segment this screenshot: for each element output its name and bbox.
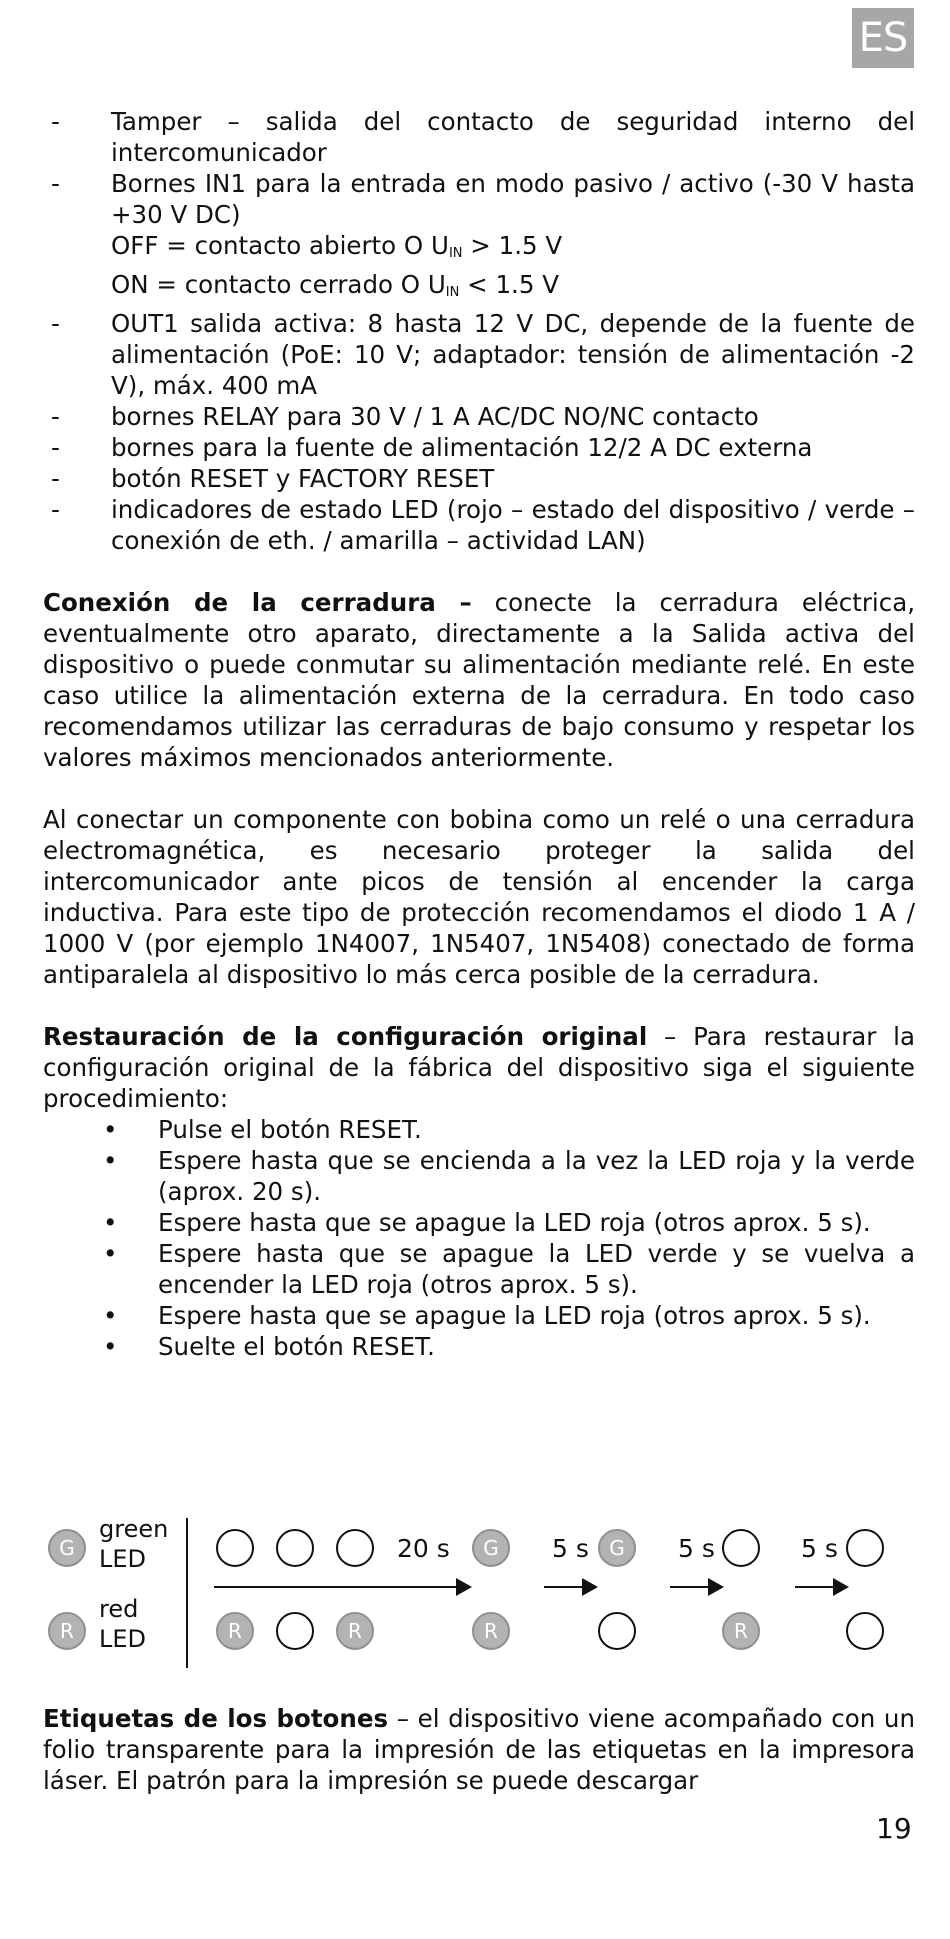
green-led-off-icon — [336, 1529, 374, 1567]
restore-steps-list — [43, 1114, 915, 1362]
list-item — [43, 106, 915, 168]
list-item — [43, 1145, 915, 1207]
bullet-marker: • — [103, 1332, 118, 1361]
interval-label: 5 s — [801, 1534, 838, 1563]
list-item-text: Pulse el botón RESET. — [158, 1115, 422, 1144]
green-led-off-icon — [722, 1529, 760, 1567]
list-item — [43, 1114, 915, 1145]
list-item-text: Espere hasta que se encienda a la vez la LED roja y la verde (aprox. 20 s). — [158, 1146, 915, 1206]
list-item-text: Tamper – salida del contacto de seguridad interno del intercomunicador — [111, 107, 915, 167]
bullet-marker: • — [103, 1146, 118, 1175]
red-led-legend-icon: R — [48, 1612, 86, 1650]
list-item-text: bornes RELAY para 30 V / 1 A AC/DC NO/NC contacto — [111, 402, 759, 431]
lock-connection-title: Conexión de la cerradura – — [43, 588, 472, 617]
green-led-off-icon — [846, 1529, 884, 1567]
list-item — [43, 494, 915, 556]
button-labels-title: Etiquetas de los botones — [43, 1704, 389, 1733]
list-item — [43, 1300, 915, 1331]
list-item-text: Espere hasta que se apague la LED verde y se vuelva a encender la LED roja (otros aprox. 5 s). — [158, 1239, 915, 1299]
list-item-text: Bornes IN1 para la entrada en modo pasivo / activo (-30 V hasta +30 V DC) — [111, 169, 915, 229]
green-led-off-icon — [276, 1529, 314, 1567]
page-number: 19 — [876, 1812, 912, 1845]
list-item-text: bornes para la fuente de alimentación 12/2 A DC externa — [111, 433, 813, 462]
arrow-icon — [544, 1586, 596, 1588]
list-item-text: Espere hasta que se apague la LED roja (otros aprox. 5 s). — [158, 1301, 871, 1330]
red-led-off-icon — [276, 1612, 314, 1650]
language-badge: ES — [852, 8, 914, 68]
red-led-off-icon — [598, 1612, 636, 1650]
list-marker: - — [51, 402, 60, 431]
list-marker: - — [51, 107, 60, 136]
red-led-on-icon: R — [472, 1612, 510, 1650]
list-marker: - — [51, 309, 60, 338]
list-item — [43, 308, 915, 401]
list-item — [43, 432, 915, 463]
red-led-on-icon: R — [336, 1612, 374, 1650]
off-state-line: OFF = contacto abierto O $U_{IN} > 1.5$ V — [111, 231, 563, 261]
page-content — [43, 106, 915, 1362]
legend-divider — [186, 1518, 188, 1668]
bullet-marker: • — [103, 1115, 118, 1144]
green-led-label: green LED — [99, 1515, 169, 1573]
interval-label: 5 s — [552, 1534, 589, 1563]
list-item — [43, 463, 915, 494]
red-led-off-icon — [846, 1612, 884, 1650]
button-labels-body: – el dispositivo viene acompañado con un folio transparente para la impresión de las etiquetas en la impresora láser. El patrón para la impresión se puede descargar — [43, 1704, 915, 1795]
green-led-on-icon: G — [598, 1529, 636, 1567]
green-led-on-icon: G — [472, 1529, 510, 1567]
interval-label: 20 s — [397, 1534, 450, 1563]
interval-label: 5 s — [678, 1534, 715, 1563]
red-led-label: red LED — [99, 1595, 147, 1653]
bullet-marker: • — [103, 1301, 118, 1330]
bullet-marker: • — [103, 1208, 118, 1237]
bullet-marker: • — [103, 1239, 118, 1268]
led-sequence-diagram — [40, 1510, 920, 1670]
list-item-text: botón RESET y FACTORY RESET — [111, 464, 495, 493]
restore-body: – Para restaurar la configuración original de la fábrica del dispositivo siga el siguiente procedimiento: — [43, 1022, 915, 1113]
arrow-icon — [670, 1586, 722, 1588]
list-marker: - — [51, 169, 60, 198]
green-led-legend-icon: G — [48, 1529, 86, 1567]
arrow-icon — [214, 1586, 470, 1588]
lock-connection-body: conecte la cerradura eléctrica, eventualmente otro aparato, directamente a la Salida activa del dispositivo o puede conmutar su alimentación mediante relé. En este caso utilice la alimentación externa de la cerradura. En todo caso recomendamos utilizar las cerraduras de bajo consumo y respetar los valores máximos mencionados anteriormente. — [43, 588, 915, 772]
list-marker: - — [51, 495, 60, 524]
on-state-line: ON = contacto cerrado O $U_{IN} < 1.5$ V — [111, 270, 559, 300]
list-marker: - — [51, 433, 60, 462]
list-item — [43, 1331, 915, 1362]
green-led-off-icon — [216, 1529, 254, 1567]
list-item — [43, 1238, 915, 1300]
red-led-on-icon: R — [216, 1612, 254, 1650]
list-item — [43, 1207, 915, 1238]
arrow-icon — [795, 1586, 847, 1588]
red-led-on-icon: R — [722, 1612, 760, 1650]
lock-connection-paragraph — [43, 587, 915, 773]
restore-paragraph — [43, 1021, 915, 1114]
list-marker: - — [51, 464, 60, 493]
list-item-text: Suelte el botón RESET. — [158, 1332, 435, 1361]
list-item-text: OUT1 salida activa: 8 hasta 12 V DC, depende de la fuente de alimentación (PoE: 10 V; adaptador: tensión de alimentación -2 V), máx. 400 mA — [111, 309, 915, 400]
list-item — [43, 168, 915, 308]
terminal-list — [43, 106, 915, 556]
button-labels-paragraph — [43, 1703, 915, 1796]
list-item — [43, 401, 915, 432]
list-item-text: Espere hasta que se apague la LED roja (otros aprox. 5 s). — [158, 1208, 871, 1237]
coil-protection-paragraph: Al conectar un componente con bobina como un relé o una cerradura electromagnética, es necesario proteger la salida del intercomunicador ante picos de tensión al encender la carga inductiva. Para este tipo de protección recomendamos el diodo 1 A / 1000 V (por ejemplo 1N4007, 1N5407, 1N5408) conectado de forma antiparalela al dispositivo lo más cerca posible de la cerradura. — [43, 805, 915, 989]
list-item-text: indicadores de estado LED (rojo – estado del dispositivo / verde – conexión de eth. / amarilla – actividad LAN) — [111, 495, 915, 555]
restore-title: Restauración de la configuración original — [43, 1022, 648, 1051]
